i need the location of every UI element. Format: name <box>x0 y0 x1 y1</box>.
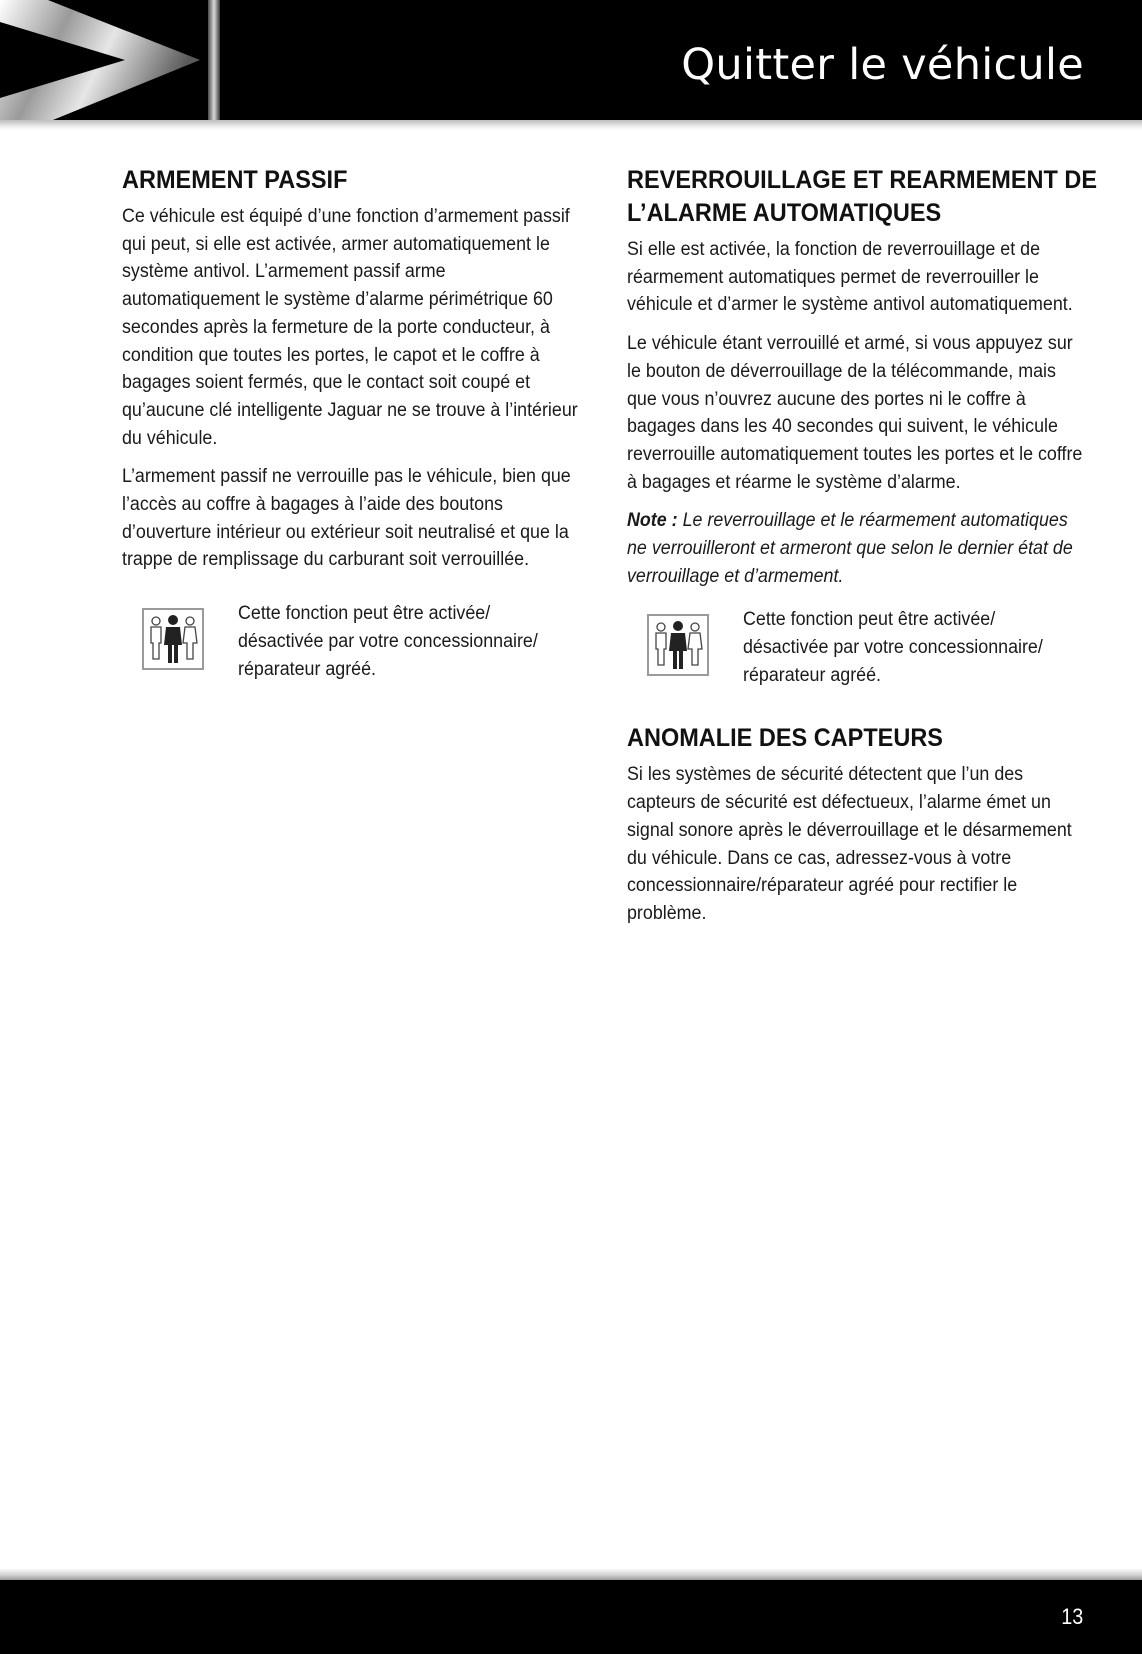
page-title: Quitter le véhicule <box>681 40 1084 90</box>
note-label: Note : <box>627 510 678 532</box>
section-heading-reverrouillage-line1: REVERROUILLAGE ET REARMEMENT DE <box>627 166 1098 194</box>
service-note-text: Cette fonction peut être activée/ désactivée par votre concessionnaire/ réparateur agréé. <box>743 609 1043 686</box>
header-bevel <box>0 120 1142 130</box>
page-header <box>0 0 1142 120</box>
left-column <box>122 164 580 686</box>
header-chevron-icon <box>0 0 230 122</box>
footer-bevel <box>0 1568 1142 1580</box>
section-heading-anomalie: ANOMALIE DES CAPTEURS <box>627 724 943 753</box>
paragraph: Le véhicule étant verrouillé et armé, si vous appuyez sur le bouton de déverrouillage de la télécommande, mais que vous n’ouvrez aucune des portes ni le coffre à bagages dans les 40 secondes qui suivent, le véhicule reverrouille automatiquement toutes les portes et le coffre à bagages et réarme le système d’alarme. <box>627 333 1083 493</box>
page-footer <box>0 1580 1142 1654</box>
dealer-service-people-icon <box>647 614 709 676</box>
service-note <box>122 600 580 686</box>
note-text: Le reverrouillage et le réarmement automatiques ne verrouilleront et armeront que selon le dernier état de verrouillage et d’armement. <box>627 510 1073 587</box>
paragraph: L’armement passif ne verrouille pas le véhicule, bien que l’accès au coffre à bagages à l’aide des boutons d’ouverture intérieur ou extérieur soit neutralisé et que la trappe de remplissage du carburant soit verrouillée. <box>122 466 571 571</box>
section-heading-armement-passif: ARMEMENT PASSIF <box>122 166 348 194</box>
dealer-service-people-icon <box>142 608 204 670</box>
paragraph: Si elle est activée, la fonction de reverrouillage et de réarmement automatiques permet de reverrouiller le véhicule et d’armer le système antivol automatiquement. <box>627 239 1073 316</box>
right-column <box>627 164 1098 939</box>
note-paragraph <box>627 507 1083 590</box>
section-heading-reverrouillage-line2: L’ALARME AUTOMATIQUES <box>627 199 942 227</box>
paragraph: Ce véhicule est équipé d’une fonction d’armement passif qui peut, si elle est activée, armer automatiquement le système antivol. L’armement passif arme automatiquement le système d’alarme périmétrique 60 secondes après la fermeture de la porte conducteur, à condition que toutes les portes, le capot et le coffre à bagages soient fermés, que le contact soit coupé et qu’aucune clé intelligente Jaguar ne se trouve à l’intérieur du véhicule. <box>122 206 578 449</box>
service-note-text: Cette fonction peut être activée/ désactivée par votre concessionnaire/ réparateur agréé. <box>238 603 538 680</box>
paragraph: Si les systèmes de sécurité détectent que l’un des capteurs de sécurité est défectueux, l’alarme émet un signal sonore après le déverrouillage et le désarmement du véhicule. Dans ce cas, adressez-vous à votre concessionnaire/réparateur agréé pour rectifier le problème. <box>627 764 1072 924</box>
page-number: 13 <box>1060 1604 1083 1629</box>
service-note <box>627 606 1085 692</box>
